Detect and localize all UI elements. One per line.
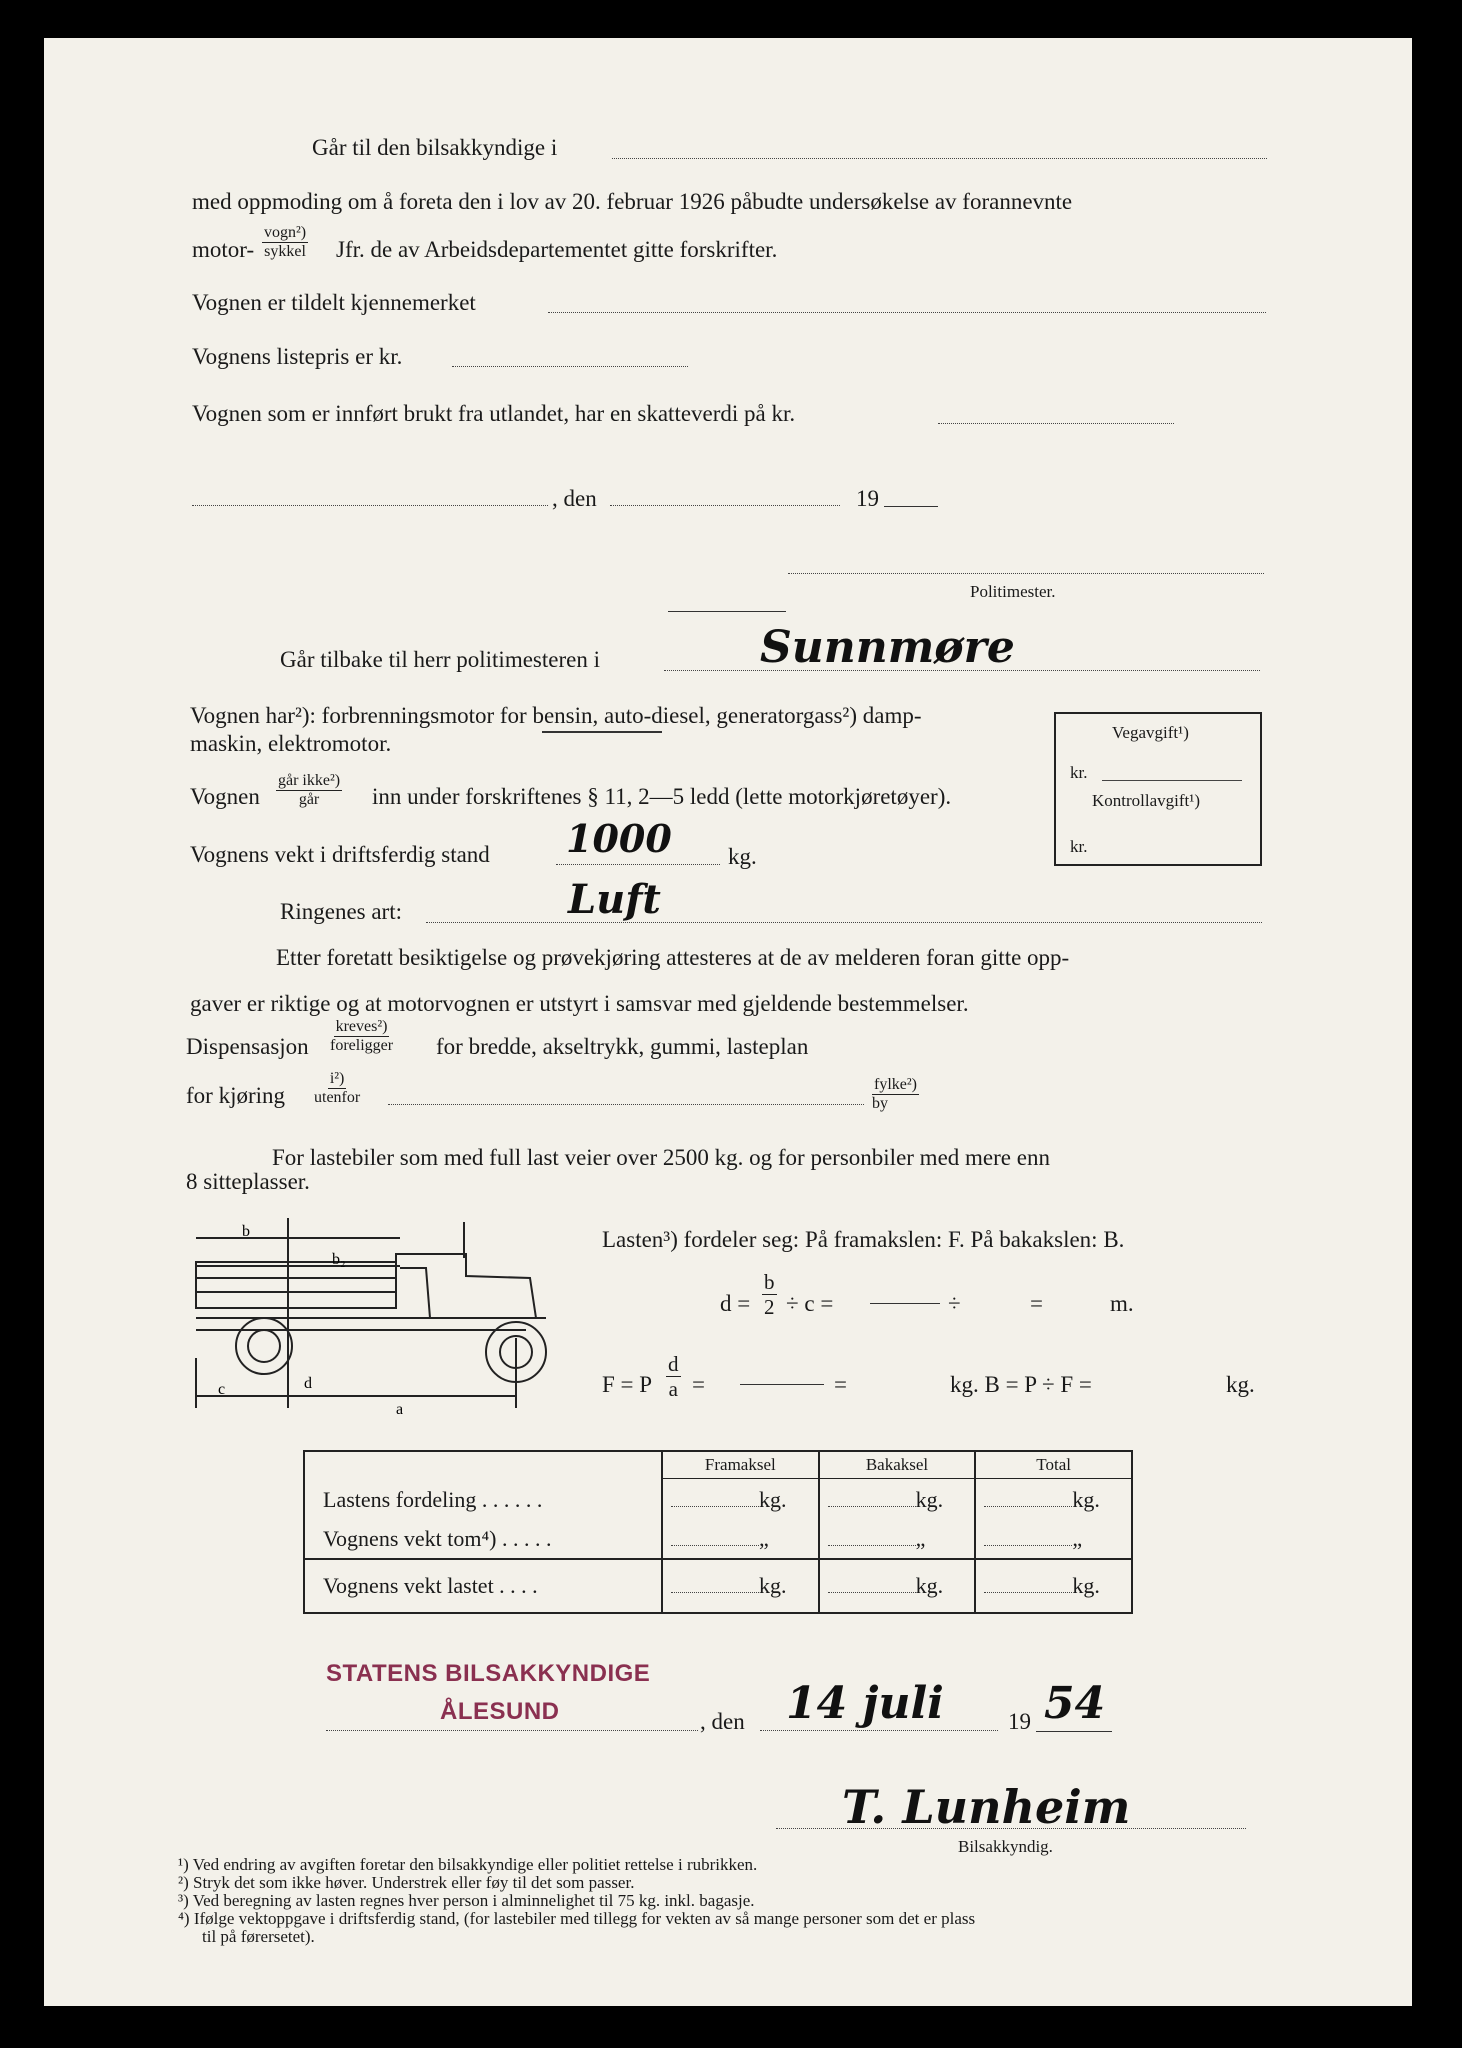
formula-kg-end: kg. [1226,1372,1255,1397]
diagram-label-b: b [242,1223,250,1240]
row-label: Lastens fordeling . . . . . . [323,1486,543,1512]
header-line3-rest: Jfr. de av Arbeidsdepartementet gitte forskrifter. [336,237,778,262]
header-line2: med oppmoding om å foreta den i lov av 20. februar 1926 påbudte undersøkelse av forannevnte [192,189,1073,214]
light-vehicle-prefix: Vognen [190,784,260,809]
light-vehicle-rest: inn under forskriftenes § 11, 2—5 ledd (lette motorkjøretøyer). [372,784,952,809]
frac-top: vogn²) [262,224,308,243]
footnote-1: ¹) Ved endring av avgiften foretar den bilsakkyndige eller politiet rettelse i rubrikken. [178,1855,758,1874]
vegavgift-field[interactable] [1102,780,1242,781]
cell[interactable] [662,1521,819,1559]
frac-bottom: by [872,1095,888,1113]
formula-kg-b: kg. B = P ÷ F = [950,1372,1092,1397]
kontrollavgift-kr: kr. [1070,837,1088,856]
row-label: Vognens vekt tom⁴) . . . . . [323,1526,552,1551]
vegavgift-kr: kr. [1070,763,1088,782]
diagram-label-a: a [396,1401,404,1418]
formula-d-mid: ÷ c = [786,1291,834,1316]
signoff-year-field[interactable] [1036,1731,1112,1732]
weight-handwritten: 1000 [566,816,672,861]
gaar-ikke-fraction [276,772,342,810]
diagram-label-d: d [304,1375,312,1392]
cell[interactable] [662,1559,819,1613]
skatteverdi-field[interactable] [938,423,1174,424]
signoff-den: , den [700,1709,745,1734]
cell-unit: kg. [759,1572,787,1598]
formula-d-blank1[interactable] [870,1303,940,1304]
table-row [304,1521,1132,1559]
lastebil-line1: For lastebiler som med full last veier over 2500 kg. og for personbiler med mere enn [272,1145,1050,1170]
signoff-date-field[interactable] [760,1730,998,1731]
frac-bottom: utenfor [314,1089,361,1107]
frac-top: b [764,1270,775,1294]
i-utenfor-fraction [314,1070,360,1108]
formula-d-left: d = [720,1291,751,1316]
frac-top: fylke²) [872,1076,919,1095]
return-label: Går tilbake til herr politimesteren i [280,647,600,672]
attest-line2: gaver er riktige og at motorvognen er utstyrt i samsvar med gjeldende bestemmelser. [190,991,969,1016]
frac-top: d [668,1352,679,1376]
formula-f-eq: = [692,1372,705,1397]
cell[interactable] [819,1479,976,1521]
footnote-4-cont: til på førersetet). [202,1927,315,1946]
cell-unit: kg. [759,1486,787,1512]
skatteverdi-label: Vognen som er innført brukt fra utlandet, har en skatteverdi på kr. [192,401,796,426]
kjoring-field[interactable] [388,1104,864,1105]
signoff-year-prefix: 19 [1008,1709,1031,1734]
kontrollavgift-label: Kontrollavgift¹) [1092,791,1201,810]
stamp-line1: STATENS BILSAKKYNDIGE [326,1660,651,1687]
truck-diagram [186,1218,550,1428]
cell[interactable] [819,1521,976,1559]
dispensasjon-prefix: Dispensasjon [186,1034,309,1059]
frac-bottom: 2 [764,1295,775,1320]
d-over-a [666,1352,681,1401]
signoff-year-handwritten: 54 [1044,1678,1106,1729]
header-framaksel: Framaksel [662,1451,819,1479]
weight-label: Vognens vekt i driftsferdig stand [190,842,490,867]
date-field[interactable] [610,505,840,506]
attest-line1: Etter foretatt besiktigelse og prøvekjøring attesteres at de av melderen foran gitte opp- [276,945,1070,970]
formula-eq: = [1030,1291,1043,1316]
cell-unit: kg. [915,1572,944,1598]
header-line3-prefix: motor- [192,237,255,262]
place-field[interactable] [192,505,548,506]
diagram-label-c: c [218,1381,226,1398]
vogn-sykkel-fraction [262,224,308,262]
footnote-2: ²) Stryk det som ikke høver. Understrek eller føy til det som passer. [178,1873,635,1892]
kjoring-prefix: for kjøring [186,1083,286,1108]
cell[interactable] [975,1559,1132,1613]
table-header-row [304,1451,1132,1479]
diagram-label-b2: b₂ [332,1251,346,1268]
cell-unit: „ [915,1526,926,1551]
politimester-signature-field[interactable] [788,573,1264,574]
footnote-4: ⁴) Ifølge vektoppgave i driftsferdig stand, (for lastebiler med tillegg for vekten av så mange personer som det er plass [178,1909,976,1928]
year-field[interactable] [884,506,938,507]
kjennemerke-label: Vognen er tildelt kjennemerket [192,290,476,315]
cell[interactable] [662,1479,819,1521]
vegavgift-label: Vegavgift¹) [1112,723,1189,742]
table-row [304,1559,1132,1613]
bensin-underline [542,731,662,733]
cell[interactable] [975,1521,1132,1559]
cell[interactable] [975,1479,1132,1521]
dispensasjon-rest: for bredde, akseltrykk, gummi, lasteplan [436,1034,809,1059]
cell-unit: kg. [1072,1486,1100,1512]
tyres-field[interactable] [426,922,1262,923]
weight-unit: kg. [728,844,757,869]
frac-top: kreves²) [334,1018,390,1037]
den-label: , den [552,486,597,511]
politimester-label: Politimester. [970,582,1056,601]
signature-field[interactable] [776,1828,1246,1829]
engine-line2: maskin, elektromotor. [190,731,392,756]
row-label: Vognens vekt lastet . . . . [304,1559,662,1613]
frac-bottom: sykkel [264,243,306,261]
year-prefix: 19 [856,486,879,511]
fee-box [1054,712,1262,866]
footnote-3: ³) Ved beregning av lasten regnes hver person i alminnelighet til 75 kg. inkl. bagasje. [178,1891,755,1910]
frac-bottom: a [668,1377,678,1402]
table-row [304,1479,1132,1521]
b-over-2 [762,1270,777,1319]
bilsakkyndig-label: Bilsakkyndig. [958,1837,1053,1856]
engine-line1: Vognen har²): forbrenningsmotor for bensin, auto-diesel, generatorgass²) damp- [190,703,922,728]
frac-bottom: går [298,791,320,809]
lastebil-line2: 8 sitteplasser. [186,1169,310,1194]
header-bakaksel: Bakaksel [819,1451,976,1479]
frac-bottom: foreligger [330,1037,394,1055]
header-line1: Går til den bilsakkyndige i [312,135,558,160]
listepris-label: Vognens listepris er kr. [192,344,403,369]
cell-unit: „ [759,1526,769,1551]
stamp-line2: ÅLESUND [440,1698,560,1725]
frac-top: går ikke²) [276,772,342,791]
cell-unit: kg. [915,1486,944,1512]
cell[interactable] [819,1559,976,1613]
signature: T. Lunheim [842,1780,1131,1834]
weight-field[interactable] [556,864,720,865]
tyres-handwritten: Luft [568,876,661,923]
formula-f-eq2: = [834,1372,847,1397]
fylke-by-fraction [872,1076,919,1114]
header-total: Total [975,1451,1132,1479]
listepris-field[interactable] [452,366,688,367]
kjennemerke-field[interactable] [548,312,1266,313]
cell-unit: kg. [1072,1572,1100,1598]
formula-div: ÷ [948,1291,961,1316]
lasten-line: Lasten³) fordeler seg: På framakslen: F. På bakakslen: B. [602,1227,1125,1252]
tyres-label: Ringenes art: [280,899,402,924]
cell-unit: „ [1072,1526,1083,1551]
signoff-date-handwritten: 14 juli [786,1678,944,1729]
formula-m: m. [1110,1291,1134,1316]
separator-rule [668,611,786,612]
signoff-place-field[interactable] [326,1730,698,1731]
bilsakkyndige-field[interactable] [612,158,1267,159]
kreves-fraction [330,1018,393,1056]
load-distribution-table [303,1450,1133,1614]
formula-f-blank[interactable] [740,1384,824,1385]
formula-f-left: F = P [602,1372,653,1397]
frac-top: i²) [328,1070,347,1089]
return-place-handwritten: Sunnmøre [760,622,1015,673]
